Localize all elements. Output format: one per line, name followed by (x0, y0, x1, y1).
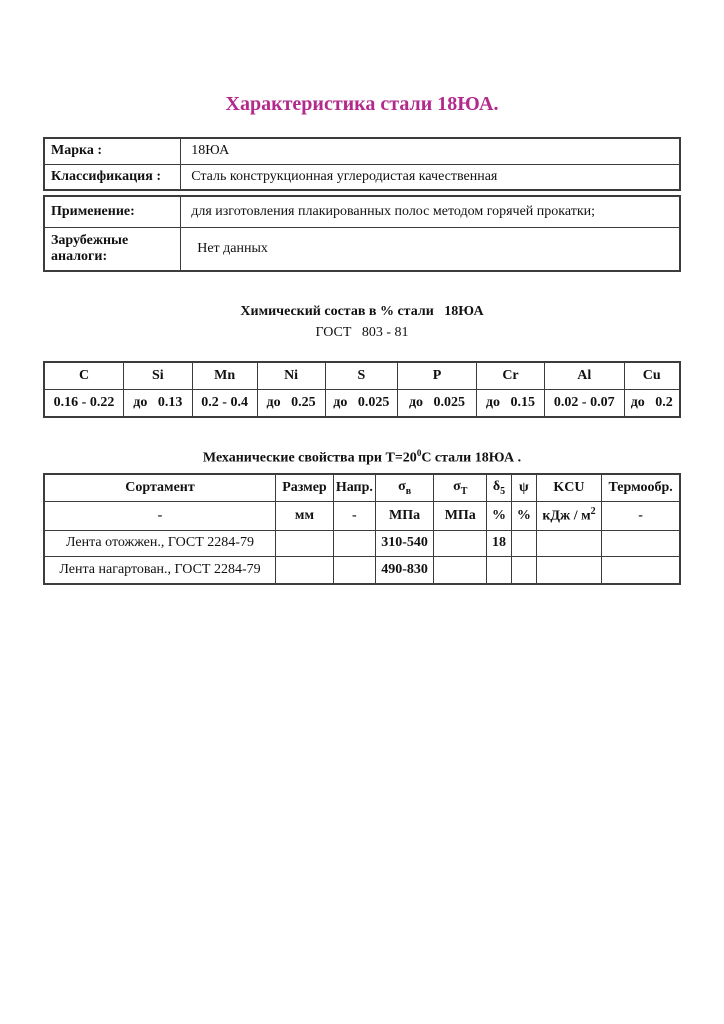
page-title: Характеристика стали 18ЮА. (225, 93, 499, 115)
kcu-header-cell: KCU (536, 474, 602, 501)
element-header-cell: Cr (476, 362, 544, 389)
kcu-cell (536, 556, 602, 584)
sortament-cell: Лента отожжен., ГОСТ 2284-79 (44, 530, 276, 556)
chemistry-heading (0, 301, 724, 343)
chemistry-table (43, 361, 681, 418)
delta5-cell (487, 556, 512, 584)
unit-cell: - (44, 501, 276, 530)
delta-subscript: 5 (500, 485, 506, 497)
table-row (44, 227, 680, 271)
unit-cell: % (487, 501, 512, 530)
element-header-cell: Si (124, 362, 193, 389)
element-header-cell: Ni (257, 362, 325, 389)
element-value-cell: 0.2 - 0.4 (192, 389, 257, 417)
psi-cell (511, 556, 536, 584)
size-cell (276, 556, 334, 584)
size-cell (276, 530, 334, 556)
sigma-v-subscript: в (405, 485, 412, 497)
element-value-cell: до 0.25 (257, 389, 325, 417)
size-header-cell: Размер (276, 474, 334, 501)
mechanics-table (43, 473, 681, 585)
element-header-cell: C (44, 362, 124, 389)
element-value-cell: до 0.15 (476, 389, 544, 417)
mechanics-heading (0, 448, 724, 467)
table-row (44, 196, 680, 227)
table-row (44, 556, 680, 584)
kcu-unit-cell (536, 501, 602, 530)
kcu-unit-superscript: 2 (590, 506, 596, 518)
chemistry-gost: ГОСТ 803 - 81 (315, 325, 409, 340)
mechanics-heading-text: С стали 18ЮА . (421, 450, 522, 466)
sigma-symbol: σ (398, 478, 406, 494)
mechanics-heading-sup: 0 (416, 448, 422, 458)
element-value-cell: до 0.025 (325, 389, 398, 417)
sigma-t-header-cell (434, 474, 487, 501)
element-header-cell: Al (545, 362, 625, 389)
sortament-header-cell: Сортамент (44, 474, 276, 501)
element-header-cell: S (325, 362, 398, 389)
chemistry-title: Химический состав в % стали 18ЮА (240, 304, 484, 319)
heat-treatment-cell (602, 530, 680, 556)
info-table-main (43, 137, 681, 191)
kcu-cell (536, 530, 602, 556)
psi-cell (511, 530, 536, 556)
direction-cell (333, 556, 375, 584)
sigma-v-header-cell (375, 474, 434, 501)
delta5-cell: 18 (487, 530, 512, 556)
foreign-analogs-label: Зарубежные аналоги: (44, 227, 181, 271)
sortament-cell: Лента нагартован., ГОСТ 2284-79 (44, 556, 276, 584)
sigma-v-cell: 490-830 (375, 556, 434, 584)
application-value: для изготовления плакированных полос методом горячей прокатки; (181, 196, 680, 227)
unit-cell: мм (276, 501, 334, 530)
element-header-cell: Mn (192, 362, 257, 389)
kcu-unit-text: кДж / м (542, 508, 591, 524)
grade-value: 18ЮА (181, 138, 680, 164)
classification-value: Сталь конструкционная углеродистая качественная (181, 164, 680, 190)
sigma-t-cell (434, 556, 487, 584)
delta5-header-cell (487, 474, 512, 501)
unit-cell: МПа (375, 501, 434, 530)
element-header-cell: Cu (624, 362, 680, 389)
info-table-usage (43, 195, 681, 272)
unit-cell: - (602, 501, 680, 530)
grade-label: Марка : (44, 138, 181, 164)
element-value-cell: 0.16 - 0.22 (44, 389, 124, 417)
sigma-t-cell (434, 530, 487, 556)
unit-cell: % (511, 501, 536, 530)
sigma-symbol: σ (453, 478, 461, 494)
foreign-analogs-value: Нет данных (181, 227, 680, 271)
mechanics-heading-text: Механические свойства при Т=20 (202, 450, 417, 466)
unit-cell: - (333, 501, 375, 530)
direction-cell (333, 530, 375, 556)
direction-header-cell: Напр. (333, 474, 375, 501)
classification-label: Классификация : (44, 164, 181, 190)
sigma-t-subscript: Т (460, 485, 468, 497)
table-row (44, 389, 680, 417)
element-value-cell: до 0.025 (398, 389, 477, 417)
application-label: Применение: (44, 196, 181, 227)
element-value-cell: до 0.2 (624, 389, 680, 417)
element-value-cell: 0.02 - 0.07 (545, 389, 625, 417)
element-value-cell: до 0.13 (124, 389, 193, 417)
delta-symbol: δ (492, 478, 501, 494)
unit-cell: МПа (434, 501, 487, 530)
table-row (44, 138, 680, 164)
heat-treatment-header-cell: Термообр. (602, 474, 680, 501)
table-row (44, 362, 680, 389)
table-row (44, 474, 680, 501)
table-row (44, 164, 680, 190)
psi-header-cell: ψ (511, 474, 536, 501)
heat-treatment-cell (602, 556, 680, 584)
table-row (44, 501, 680, 530)
element-header-cell: P (398, 362, 477, 389)
table-row (44, 530, 680, 556)
sigma-v-cell: 310-540 (375, 530, 434, 556)
